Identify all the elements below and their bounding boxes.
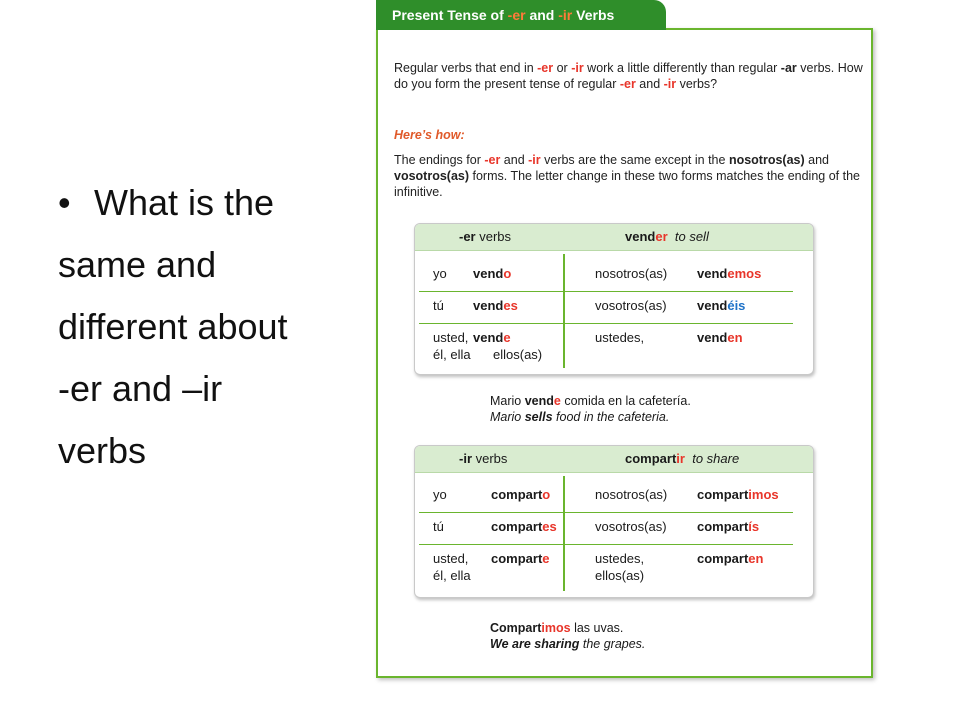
er-row-el-ella-pronoun: él, ella xyxy=(433,347,471,362)
er-row-usted-form: vende xyxy=(473,330,511,345)
er-row-ustedes-pronoun: ustedes, xyxy=(595,330,645,345)
endings-paragraph: The endings for -er and -ir verbs are the same except in the nosotros(as) and vosotros(as) forms. The letter change in these two forms matches the ending of the infinitive. xyxy=(394,153,860,199)
table-divider-horizontal xyxy=(419,512,793,513)
er-row-yo-pronoun: yo xyxy=(433,266,447,281)
er-row-vosotros-form: vendéis xyxy=(697,298,746,313)
ir-example-english: We are sharing the grapes. xyxy=(490,637,646,651)
er-row-ustedes-form: venden xyxy=(697,330,743,345)
ir-row-vosotros-pronoun: vosotros(as) xyxy=(595,519,667,534)
ir-table-header: -ir verbs compartir to share xyxy=(415,446,813,473)
er-row-tu-pronoun: tú xyxy=(433,298,444,313)
bullet-dot: • xyxy=(58,182,71,223)
slide-line-1: What is the xyxy=(94,182,275,223)
ir-row-yo-form: comparto xyxy=(491,487,551,502)
table-divider-horizontal xyxy=(419,291,793,292)
slide-bullet-text xyxy=(58,172,288,482)
er-row-vosotros-pronoun: vosotros(as) xyxy=(595,298,667,313)
er-row-yo-form: vendo xyxy=(473,266,512,281)
er-example xyxy=(490,393,691,425)
er-conjugation-table xyxy=(414,223,814,375)
ir-example-spanish: Compartimos las uvas. xyxy=(490,621,624,635)
er-row-nosotros-pronoun: nosotros(as) xyxy=(595,266,668,281)
ir-row-ustedes-form: comparten xyxy=(697,551,764,566)
table-divider-horizontal xyxy=(419,544,793,545)
ir-row-vosotros-form: compartís xyxy=(697,519,760,534)
slide-line-2: same and xyxy=(58,244,217,285)
ir-row-nosotros-pronoun: nosotros(as) xyxy=(595,487,668,502)
er-row-tu-form: vendes xyxy=(473,298,518,313)
ir-row-yo-pronoun: yo xyxy=(433,487,447,502)
slide-line-5: verbs xyxy=(58,430,147,471)
ir-conjugation-table xyxy=(414,445,814,598)
er-example-spanish: Mario vende comida en la cafetería. xyxy=(490,394,691,408)
er-example-english: Mario sells food in the cafeteria. xyxy=(490,410,670,424)
heres-how-heading: Here’s how: xyxy=(394,128,465,142)
table-divider-vertical xyxy=(563,254,565,368)
ir-row-nosotros-form: compartimos xyxy=(697,487,779,502)
ir-row-el-ella-pronoun: él, ella xyxy=(433,568,471,583)
page-title-tab: Present Tense of -er and -ir Verbs xyxy=(376,0,666,30)
intro-paragraph: Regular verbs that end in -er or -ir work a little differently than regular -ar verbs. How do you form the present tense of regular -er and -ir verbs? xyxy=(394,61,863,91)
ir-row-tu-form: compartes xyxy=(491,519,557,534)
ir-example xyxy=(490,620,645,652)
ir-row-usted-form: comparte xyxy=(491,551,550,566)
er-row-ellos-pronoun: ellos(as) xyxy=(493,347,543,362)
er-row-nosotros-form: vendemos xyxy=(697,266,762,281)
table-divider-horizontal xyxy=(419,323,793,324)
table-divider-vertical xyxy=(563,476,565,591)
er-row-usted-pronoun: usted, xyxy=(433,330,469,345)
er-table-header: -er verbs vender to sell xyxy=(415,224,813,251)
ir-row-ustedes-pronoun: ustedes, xyxy=(595,551,645,566)
ir-row-ellos-pronoun: ellos(as) xyxy=(595,568,645,583)
slide-line-4: -er and –ir xyxy=(58,368,223,409)
ir-row-tu-pronoun: tú xyxy=(433,519,444,534)
slide-line-3: different about xyxy=(58,306,288,347)
ir-row-usted-pronoun: usted, xyxy=(433,551,469,566)
